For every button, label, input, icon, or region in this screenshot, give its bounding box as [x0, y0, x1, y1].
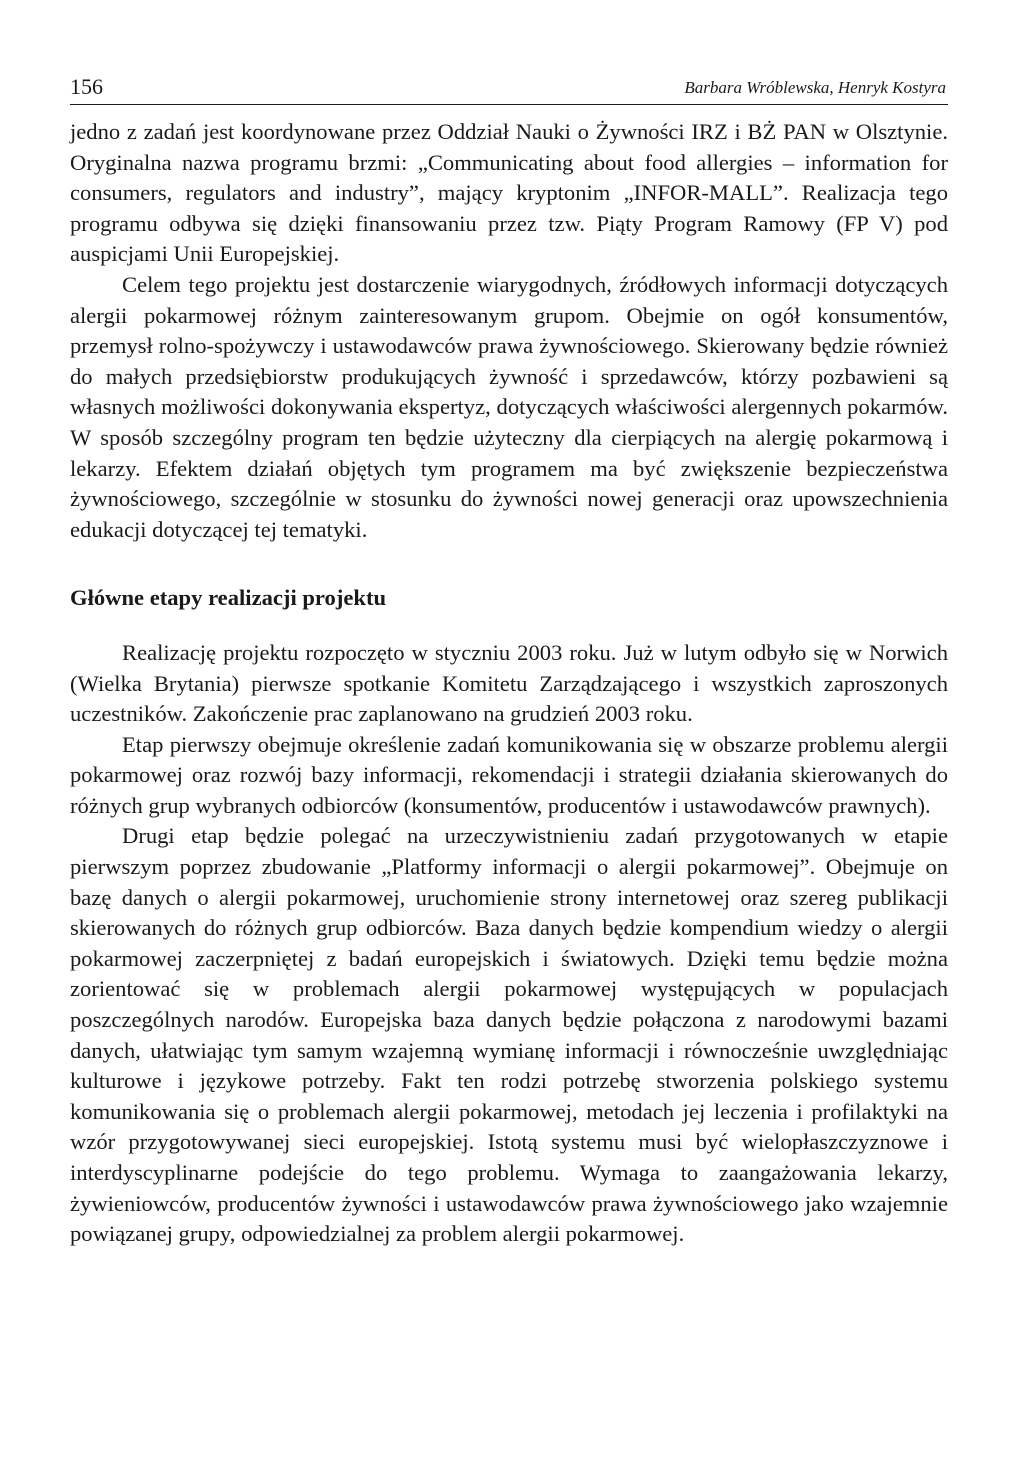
- page-number: 156: [70, 74, 103, 99]
- section-heading: Główne etapy realizacji projektu: [70, 585, 387, 611]
- paragraph-stage-two: Drugi etap będzie polegać na urzeczywistnieniu zadań przygotowanych w etapie pierwszym poprzez zbudowanie „Platformy informacji o alergii pokarmowej”. Obejmuje on bazę danych o alergii pokarmowej, uruchomienie strony internetowej oraz szereg publikacji skierowanych do różnych grup odbiorców. Baza danych będzie kompendium wiedzy o alergii pokarmowej zaczerpniętej z badań europejskich i światowych. Dzięki temu będzie można zorientować się w problemach alergii pokarmowej występujących w populacjach poszczególnych narodów. Europejska baza danych będzie połączona z narodowymi bazami danych, ułatwiając tym samym wzajemną wymianę informacji i równocześnie uwzględniając kulturowe i językowe potrzeby. Fakt ten rodzi potrzebę stworzenia polskiego systemu komunikowania się o problemach alergii pokarmowej, metodach jej leczenia i profilaktyki na wzór przygotowywanej sieci europejskiej. Istotą systemu musi być wielopłaszczyznowe i interdyscyplinarne podejście do tego problemu. Wymaga to zaangażowania lekarzy, żywieniowców, producentów żywności i ustawodawców prawa żywnościowego jako wzajemnie powiązanej grupy, odpowiedzialnej za problem alergii pokarmowej.: [70, 823, 948, 1247]
- paragraph-project-goal: Celem tego projektu jest dostarczenie wiarygodnych, źródłowych informacji dotyczących alergii pokarmowej różnym zainteresowanym grupom. Obejmie on ogół konsumentów, przemysł rolno-spożywczy i ustawodawców prawa żywnościowego. Skierowany będzie również do małych przedsiębiorstw produkujących żywność i sprzedawców, którzy pozbawieni są własnych możliwości dokonywania ekspertyz, dotyczących właściwości alergennych pokarmów. W sposób szczególny program ten będzie użyteczny dla cierpiących na alergię pokarmową i lekarzy. Efektem działań objętych tym programem ma być zwiększenie bezpieczeństwa żywnościowego, szczególnie w stosunku do żywności nowej generacji oraz upowszechnienia edukacji dotyczącej tej tematyki.: [70, 271, 948, 542]
- running-header: [70, 74, 948, 105]
- paragraph-continuation: jedno z zadań jest koordynowane przez Oddział Nauki o Żywności IRZ i BŻ PAN w Olsztynie. Oryginalna nazwa programu brzmi: „Communicating about food allergies – information for consumers, regulators and industry”, mający kryptonim „INFOR-MALL”. Realizacja tego programu odbywa się dzięki finansowaniu przez tzw. Piąty Program Ramowy (FP V) pod auspicjami Unii Europejskiej.: [70, 119, 948, 267]
- body-text: [70, 117, 948, 1250]
- paragraph-project-start: Realizację projektu rozpoczęto w styczniu 2003 roku. Już w lutym odbyło się w Norwich (Wielka Brytania) pierwsze spotkanie Komitetu Zarządzającego i wszystkich zaproszonych uczestników. Zakończenie prac zaplanowano na grudzień 2003 roku.: [70, 639, 948, 727]
- paragraph-stage-one: Etap pierwszy obejmuje określenie zadań komunikowania się w obszarze problemu alergii pokarmowej oraz rozwój bazy informacji, rekomendacji i strategii działania skierowanych do różnych grup wybranych odbiorców (konsumentów, producentów i ustawodawców prawnych).: [70, 731, 948, 818]
- running-header-authors: Barbara Wróblewska, Henryk Kostyra: [684, 78, 946, 97]
